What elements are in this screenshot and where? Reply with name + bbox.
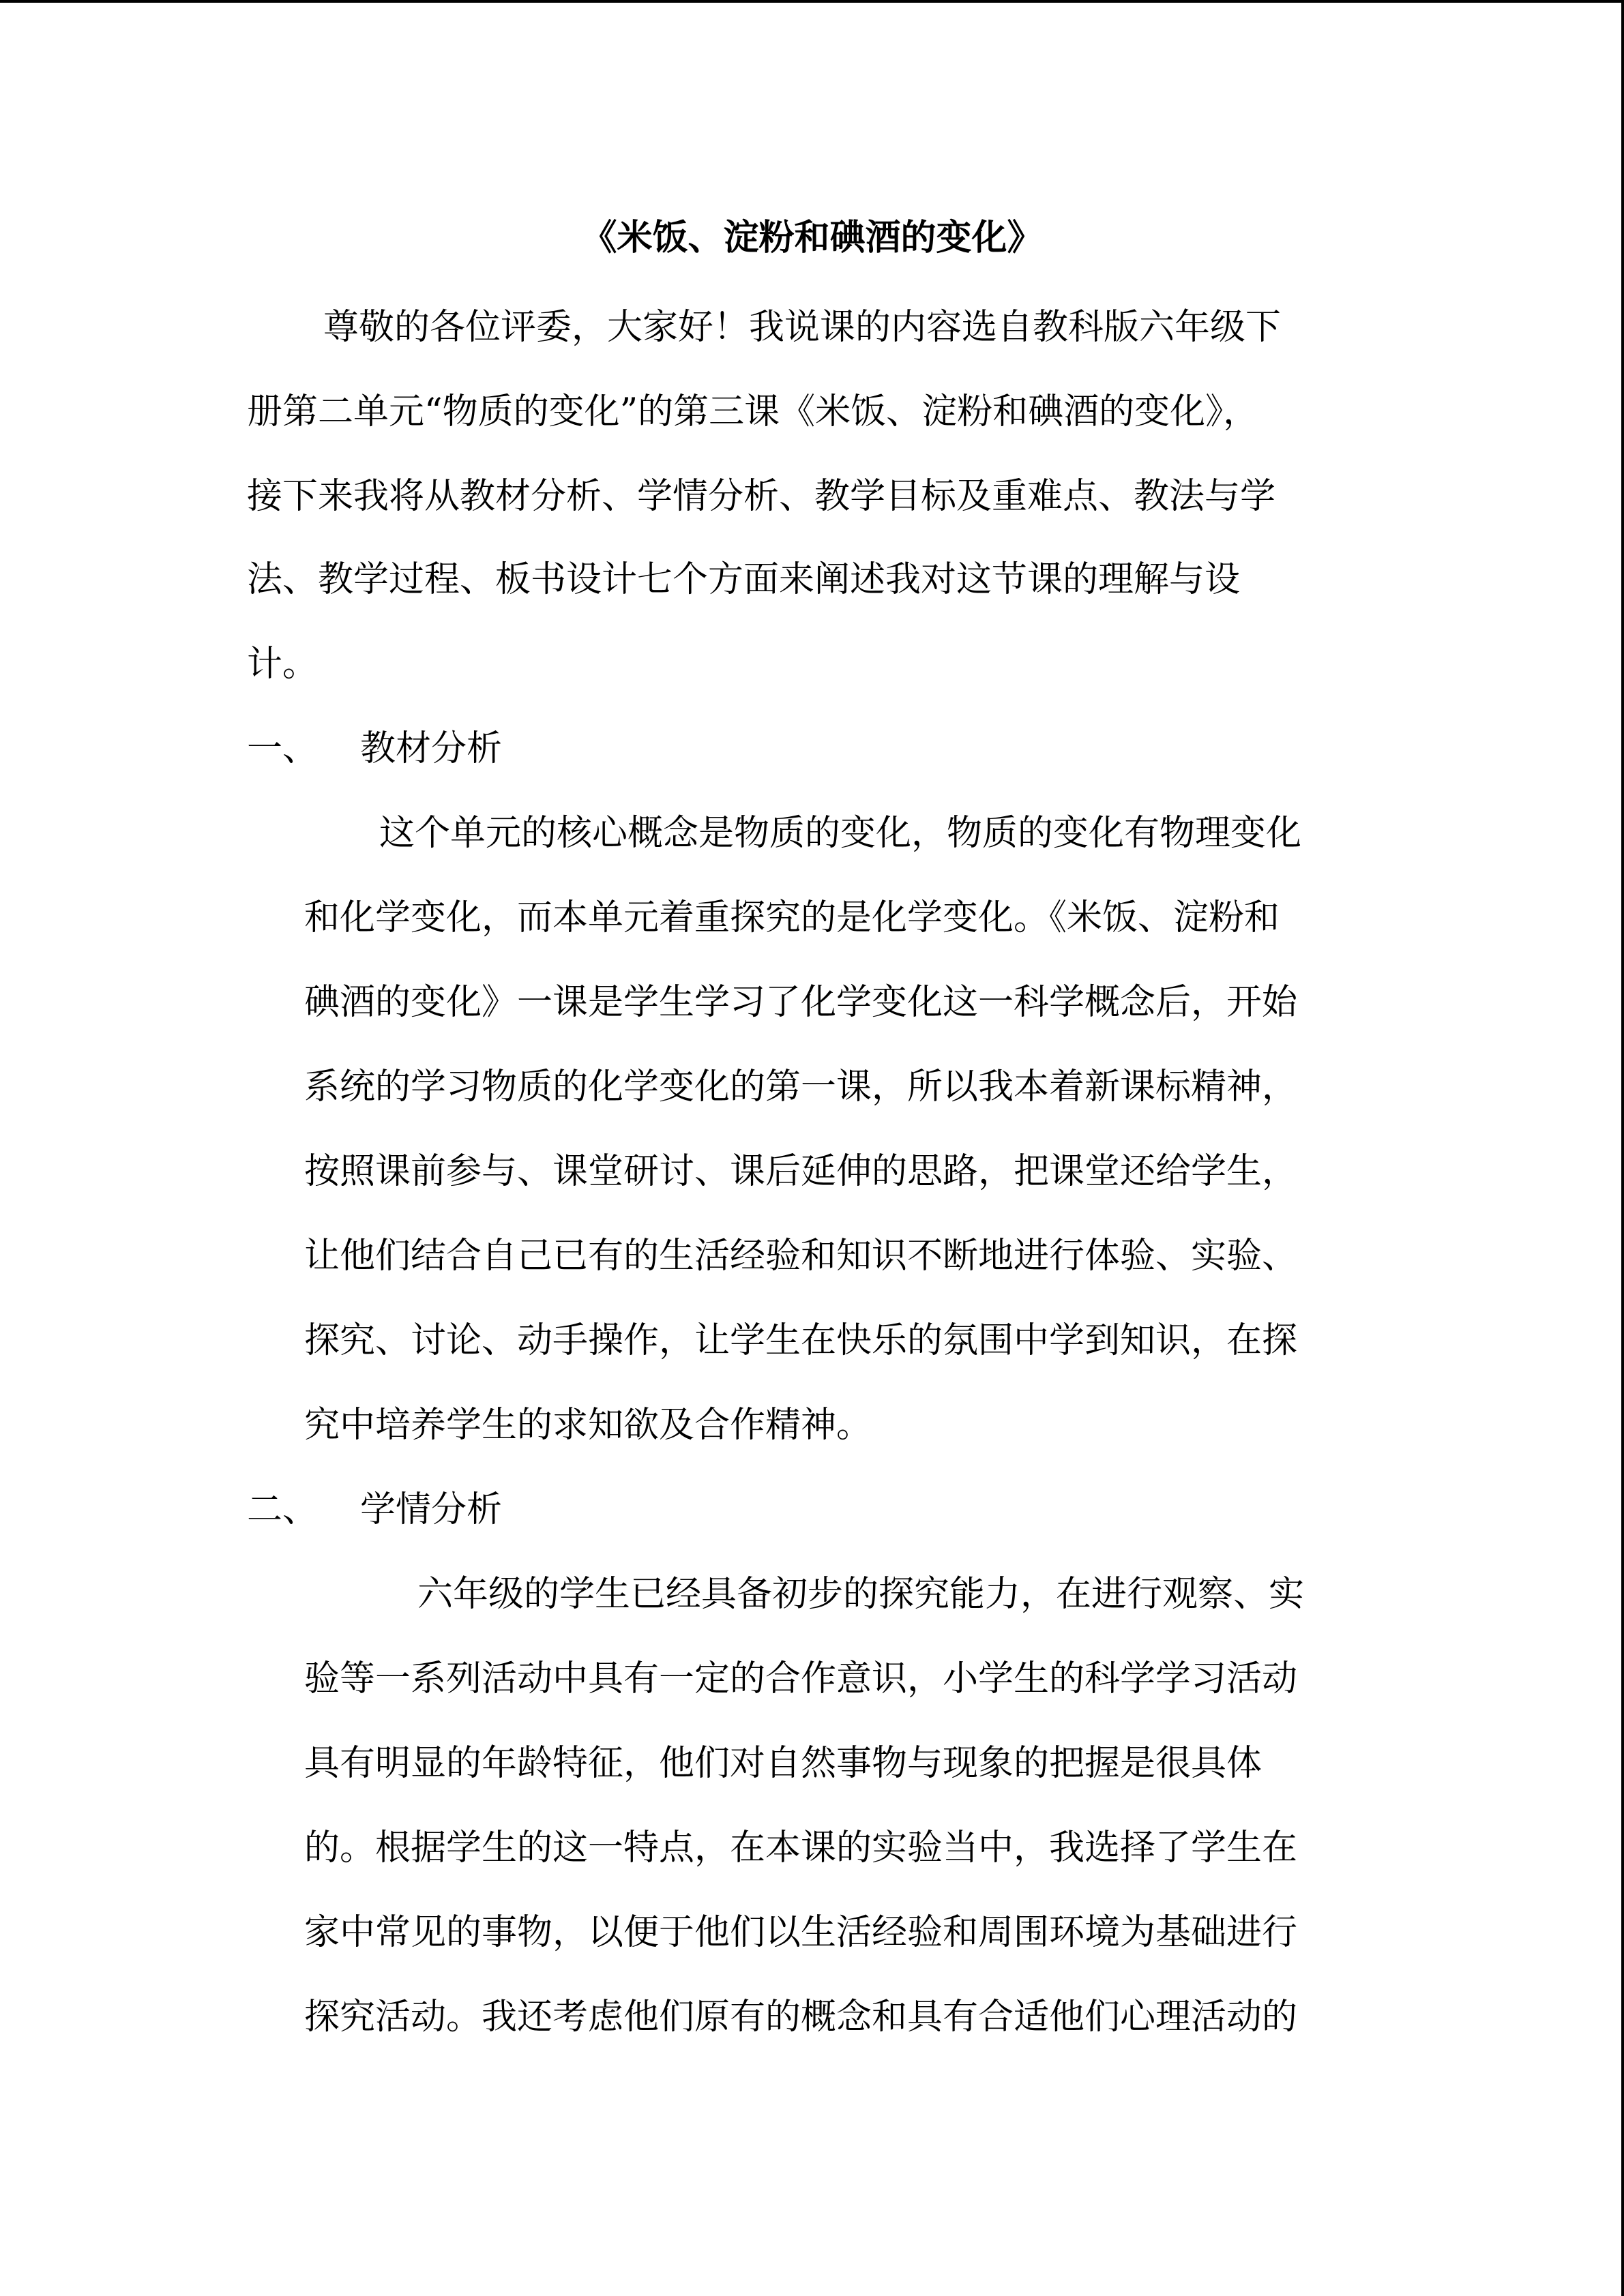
section-1-line-8: 究中培养学生的求知欲及合作精神。 xyxy=(304,1405,872,1446)
section-1-line-1: 这个单元的核心概念是物质的变化，物质的变化有物理变化 xyxy=(379,813,1302,854)
section-2-line-3: 具有明显的年龄特征，他们对自然事物与现象的把握是很具体 xyxy=(304,1743,1263,1784)
section-2-number: 二、 xyxy=(247,1489,319,1530)
section-1-heading: 教材分析 xyxy=(360,728,503,769)
section-1-number: 一、 xyxy=(247,728,319,769)
document-title: 《米饭、淀粉和碘酒的变化》 xyxy=(581,217,1043,258)
intro-line-2: 册第二单元“物质的变化”的第三课《米饭、淀粉和碘酒的变化》， xyxy=(247,391,1259,432)
intro-line-3: 接下来我将从教材分析、学情分析、教学目标及重难点、教法与学 xyxy=(247,476,1276,517)
intro-line-1: 尊敬的各位评委，大家好！我说课的内容选自教科版六年级下 xyxy=(323,307,1282,348)
intro-line-4: 法、教学过程、板书设计七个方面来阐述我对这节课的理解与设 xyxy=(247,559,1241,600)
section-1-line-7: 探究、讨论、动手操作，让学生在快乐的氛围中学到知识，在探 xyxy=(304,1320,1298,1361)
section-2-line-2: 验等一系列活动中具有一定的合作意识，小学生的科学学习活动 xyxy=(304,1658,1298,1699)
page-border-top xyxy=(0,0,1624,3)
intro-line-5: 计。 xyxy=(247,644,319,685)
section-2-heading: 学情分析 xyxy=(360,1489,503,1530)
section-2-line-1: 六年级的学生已经具备初步的探究能力，在进行观察、实 xyxy=(417,1574,1305,1615)
section-1-line-5: 按照课前参与、课堂研讨、课后延伸的思路，把课堂还给学生， xyxy=(304,1151,1298,1192)
section-1-line-2: 和化学变化，而本单元着重探究的是化学变化。《米饭、淀粉和 xyxy=(304,897,1280,938)
section-2-line-4: 的。根据学生的这一特点，在本课的实验当中，我选择了学生在 xyxy=(304,1828,1298,1868)
section-2-line-6: 探究活动。我还考虑他们原有的概念和具有合适他们心理活动的 xyxy=(304,1997,1298,2038)
section-1-line-3: 碘酒的变化》一课是学生学习了化学变化这一科学概念后，开始 xyxy=(304,982,1298,1023)
section-2-line-5: 家中常见的事物，以便于他们以生活经验和周围环境为基础进行 xyxy=(304,1912,1298,1953)
section-1-line-4: 系统的学习物质的化学变化的第一课，所以我本着新课标精神， xyxy=(304,1067,1298,1107)
section-1-line-6: 让他们结合自己已有的生活经验和知识不断地进行体验、实验、 xyxy=(304,1236,1298,1277)
page-border-right xyxy=(1621,0,1624,2296)
